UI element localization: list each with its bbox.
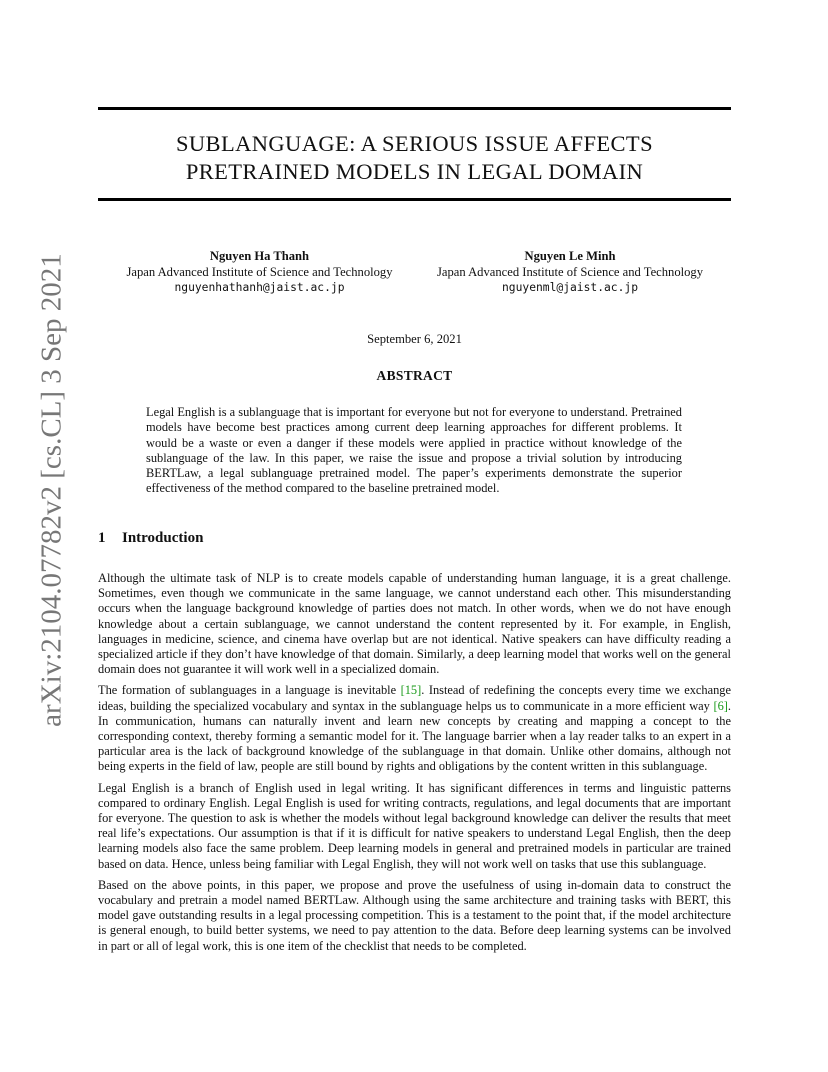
paper-title bbox=[98, 130, 731, 186]
title-top-rule bbox=[98, 107, 731, 110]
paragraph-2-part-b: . Instead of redefining the concepts every time we exchange ideas, building the specialized vocabulary and syntax in the sublanguage helps us to communicate in a more efficient way bbox=[98, 683, 731, 713]
paragraph-2-part-a: The formation of sublanguages in a language is inevitable bbox=[98, 683, 401, 698]
title-line-1: SUBLANGUAGE: A SERIOUS ISSUE AFFECTS bbox=[176, 131, 653, 156]
citation-link[interactable]: [15] bbox=[400, 683, 422, 698]
author-block-1 bbox=[112, 248, 407, 296]
section-title: Introduction bbox=[122, 530, 204, 546]
section-body bbox=[98, 571, 731, 960]
paragraph-2 bbox=[98, 683, 731, 774]
publication-date: September 6, 2021 bbox=[367, 332, 462, 346]
author-email[interactable]: nguyenml@jaist.ac.jp bbox=[501, 281, 639, 294]
author-affiliation: Japan Advanced Institute of Science and Technology bbox=[436, 265, 704, 279]
arxiv-identifier-stamp: arXiv:2104.07782v2 [cs.CL] 3 Sep 2021 bbox=[35, 253, 68, 727]
abstract-text: Legal English is a sublanguage that is important for everyone but not for everyone to understand. Pretrained models have become best practices among current deep learning approaches for different problems. It would be a waste or even a danger if these models were applied in practice without knowledge of the sublanguage of the law. In this paper, we raise the issue and propose a trivial solution by introducing BERTLaw, a legal sublanguage pretrained model. The paper’s experiments demonstrate the superior effectiveness of the method compared to the baseline pretrained model. bbox=[146, 405, 682, 496]
abstract-heading: ABSTRACT bbox=[376, 368, 453, 383]
paragraph-1: Although the ultimate task of NLP is to create models capable of understanding human language, it is a great challenge. Sometimes, even though we communicate in the same language, we cannot understand each other. This misunderstanding occurs when the language background knowledge of parties does not match. In other words, when we do not have enough knowledge about a certain sublanguage, we cannot understand the content represented by it. For example, in English, languages in medicine, science, and cinema have overlap but are not identical. Native speakers can have difficulty reading a specialized article if they don’t have knowledge of that domain. Similarly, a deep learning model that works well on the general domain does not guarantee it will work well in a specialized domain. bbox=[98, 571, 731, 677]
paragraph-3: Legal English is a branch of English used in legal writing. It has significant differences in terms and linguistic patterns compared to ordinary English. Legal English is used for writing contracts, regulations, and legal documents that are important for everyone. The question to ask is whether the models without legal background knowledge can deliver the results that meet real life’s expectations. Our assumption is that if it is difficult for native speakers to understand Legal English, then the deep learning models also face the same problem. Deep learning models in general and pretrained models in particular are trained based on data. Hence, unless being familiar with Legal English, they will not work well on tasks that use this sublanguage. bbox=[98, 780, 731, 871]
title-line-2: PRETRAINED MODELS IN LEGAL DOMAIN bbox=[185, 159, 644, 184]
author-email[interactable]: nguyenhathanh@jaist.ac.jp bbox=[174, 281, 345, 294]
paragraph-2-part-c: . In communication, humans can naturally invent and learn new concepts by creating and mapping a concept to the corresponding context, thereby forming a semantic model for it. The language barrier when a lay reader talks to an expert in a particular area is the lack of background knowledge of the sublanguage in that domain. Unlike other domains, although not being experts in the field of law, people are still bound by rights and obligations by the content written in this sublanguage. bbox=[98, 698, 731, 774]
paragraph-4: Based on the above points, in this paper, we propose and prove the usefulness of using in-domain data to construct the vocabulary and pretrain a model named BERTLaw. Although using the same architecture and training tasks with BERT, this model gave outstanding results in a legal processing competition. This is a testament to the point that, if the model architecture is general enough, to build better systems, we need to pay attention to the data. Before deep learning systems can be involved in part or all of legal work, this is one item of the checklist that needs to be completed. bbox=[98, 877, 731, 953]
author-block-2 bbox=[422, 248, 718, 296]
section-number: 1 bbox=[98, 530, 106, 546]
author-affiliation: Japan Advanced Institute of Science and Technology bbox=[126, 265, 393, 279]
section-heading bbox=[98, 530, 203, 547]
author-name: Nguyen Le Minh bbox=[524, 249, 616, 263]
author-name: Nguyen Ha Thanh bbox=[209, 249, 310, 263]
citation-link[interactable]: [6] bbox=[713, 698, 728, 713]
title-bottom-rule bbox=[98, 198, 731, 201]
